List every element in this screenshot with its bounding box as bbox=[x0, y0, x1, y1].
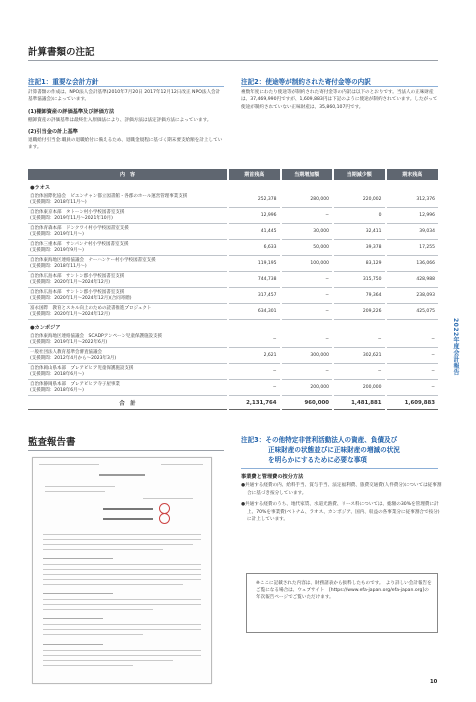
row-increase: − bbox=[281, 364, 334, 380]
total-increase: 960,000 bbox=[281, 396, 334, 410]
row-content bbox=[28, 288, 228, 304]
audit-report-title: 監査報告書 bbox=[28, 437, 76, 448]
note2-rule bbox=[241, 86, 438, 87]
table-row bbox=[28, 272, 438, 288]
note3-bullet2: ●共通する経費のうち、地代家賃、水道光熱費、リース料については、総額の30%を管理費に計上、70%を事業費(ベトナム、ラオス、カンボジア、国内、収益の各事業分に従事割合で按分)に計上しています。 bbox=[241, 502, 440, 523]
header-decrease: 当期減少額 bbox=[333, 169, 386, 180]
page-number: 10 bbox=[430, 679, 438, 685]
row-content bbox=[28, 348, 228, 364]
row-increase: 300,000 bbox=[281, 348, 334, 364]
row-period: (支援期間：2019年9月〜) bbox=[30, 247, 84, 253]
row-opening: 2,621 bbox=[228, 348, 281, 364]
note2-title: 注記2：使途等が制約された寄付金等の内訳 bbox=[241, 78, 371, 86]
row-name: 自治体東海地区連絡協議会 SCADPアンペーン児童保護施設支援 bbox=[30, 333, 162, 339]
row-decrease: − bbox=[333, 364, 386, 380]
table-row bbox=[28, 240, 438, 256]
row-name: 自治体広島本部 サントン郡小学校図書室支援 bbox=[30, 289, 125, 295]
total-decrease: 1,481,881 bbox=[333, 396, 386, 410]
row-content bbox=[28, 192, 228, 208]
reference-note-text: ※ここに記載された内容は、財務諸表から抜粋したものです。 より詳しい会計報告をご覧になる場合は、ウェブサイト [https://www.efa-japan.org/efa-japan.org]の年次報告ページでご覧いただけます。 bbox=[256, 581, 432, 601]
row-decrease: 315,750 bbox=[333, 272, 386, 288]
table-row bbox=[28, 348, 438, 364]
table-row bbox=[28, 256, 438, 272]
row-name: 自治体国際化協会 ビエンチャン都立図書館・各郡のホール運営管理事業支援 bbox=[30, 193, 188, 199]
row-increase: − bbox=[281, 208, 334, 224]
note1-sub2-text: 退職給付引当金:職員の退職給付に備えるため、退職金規程に基づく期末要支給額を計上しています。 bbox=[28, 138, 223, 151]
row-closing: 425,075 bbox=[386, 304, 439, 320]
reference-note-box bbox=[246, 573, 438, 633]
note3-sub: 事業費と管理費の按分方法 bbox=[241, 474, 304, 480]
table-row bbox=[28, 192, 438, 208]
row-decrease: − bbox=[333, 332, 386, 348]
row-content bbox=[28, 272, 228, 288]
row-closing: − bbox=[386, 380, 439, 396]
row-period: (支援期間：2020年1月〜2024年12月) bbox=[30, 279, 111, 285]
row-period: (支援期間：2020年1月〜2024年12月)(合同寄贈) bbox=[30, 295, 132, 301]
note1-sub2: (2)引当金の計上基準 bbox=[28, 129, 78, 135]
row-opening: 252,378 bbox=[228, 192, 281, 208]
table-row bbox=[28, 208, 438, 224]
row-increase: 200,000 bbox=[281, 380, 334, 396]
row-increase: 50,000 bbox=[281, 240, 334, 256]
row-decrease: 83,129 bbox=[333, 256, 386, 272]
row-decrease: 32,411 bbox=[333, 224, 386, 240]
row-name: 自治体青森本部 ドンクワイ村小学校図書室支援 bbox=[30, 225, 129, 231]
row-decrease: 39,378 bbox=[333, 240, 386, 256]
audit-title-divider bbox=[28, 450, 224, 451]
row-closing: 238,093 bbox=[386, 288, 439, 304]
table-row bbox=[28, 224, 438, 240]
row-period: (支援期間：2019年11月〜2021年10月) bbox=[30, 215, 113, 221]
row-closing: 12,996 bbox=[386, 208, 439, 224]
row-closing: − bbox=[386, 364, 439, 380]
row-period: (支援期間：2020年1月〜2024年12月) bbox=[30, 311, 111, 317]
side-year-label: 2022年度会計報告 bbox=[452, 318, 459, 376]
row-period: (支援期間：2018年6月〜) bbox=[30, 371, 84, 377]
row-increase: − bbox=[281, 332, 334, 348]
row-increase: 100,000 bbox=[281, 256, 334, 272]
group-name: ●カンボジア bbox=[30, 324, 61, 331]
row-opening: 744,738 bbox=[228, 272, 281, 288]
row-closing: 428,988 bbox=[386, 272, 439, 288]
table-row bbox=[28, 304, 438, 320]
row-opening: 6,633 bbox=[228, 240, 281, 256]
row-closing: 312,376 bbox=[386, 192, 439, 208]
note3-title-line2: 正味財産の状態並びに正味財産の増減の状況 bbox=[268, 446, 400, 454]
row-name: 自治体岡山県本部 プレアビヒア児童保護施設支援 bbox=[30, 365, 134, 371]
row-opening: 119,195 bbox=[228, 256, 281, 272]
row-closing: − bbox=[386, 348, 439, 364]
row-content bbox=[28, 332, 228, 348]
note3-title-line1: 注記3：その他特定非営利活動法人の資産、負債及び bbox=[241, 436, 398, 444]
page-title: 計算書類の注記 bbox=[28, 47, 95, 58]
row-decrease: 302,621 bbox=[333, 348, 386, 364]
row-period: (支援期間：2018年11月〜) bbox=[30, 263, 87, 269]
row-content bbox=[28, 240, 228, 256]
row-period: (支援期間：2018年6月〜) bbox=[30, 387, 84, 393]
row-decrease: 0 bbox=[333, 208, 386, 224]
table-header-row bbox=[28, 169, 438, 180]
audit-report-image bbox=[32, 457, 212, 684]
note1-sub1: (1)棚卸資産の評価基準及び評価方法 bbox=[28, 109, 115, 115]
header-opening-balance: 期首残高 bbox=[228, 169, 281, 180]
note3-bullet1: ●共通する経費の内、給料手当、賞与手当、法定福利費、旅費交通費(人件費分)については従事割合に基づき按分しています。 bbox=[241, 483, 442, 496]
row-decrease: 209,226 bbox=[333, 304, 386, 320]
restricted-donations-table bbox=[28, 169, 438, 410]
total-closing: 1,609,883 bbox=[386, 396, 439, 410]
table-row bbox=[28, 380, 438, 396]
table-total-row bbox=[28, 396, 438, 410]
row-name: 一般社団法人教育基準会審査協議会 bbox=[30, 349, 102, 355]
note1-intro: 計算書類の作成は、NPO法人会計基準(2010年7月20日 2017年12月12日改正 NPO法人会計基準協議会)によっています。 bbox=[28, 90, 221, 103]
note1-rule bbox=[28, 86, 224, 87]
table-row bbox=[28, 332, 438, 348]
row-content bbox=[28, 364, 228, 380]
row-content bbox=[28, 224, 228, 240]
header-closing-balance: 期末残高 bbox=[386, 169, 439, 180]
row-name: 自治体広島本部 サントン郡小学校図書室支援 bbox=[30, 273, 125, 279]
row-content bbox=[28, 208, 228, 224]
note1-title: 注記1：重要な会計方針 bbox=[28, 78, 99, 86]
row-closing: 17,255 bbox=[386, 240, 439, 256]
row-closing: − bbox=[386, 332, 439, 348]
row-closing: 136,066 bbox=[386, 256, 439, 272]
table-row bbox=[28, 364, 438, 380]
row-decrease: 220,002 bbox=[333, 192, 386, 208]
row-content bbox=[28, 256, 228, 272]
row-decrease: 79,364 bbox=[333, 288, 386, 304]
row-increase: − bbox=[281, 304, 334, 320]
row-closing: 39,034 bbox=[386, 224, 439, 240]
row-content bbox=[28, 380, 228, 396]
note3-rule bbox=[241, 468, 438, 469]
table-row bbox=[28, 288, 438, 304]
row-period: (支援期間：2018年11月〜) bbox=[30, 199, 87, 205]
row-period: (支援期間：2019年1月〜2022年6月) bbox=[30, 339, 108, 345]
row-name: 自治体静岡県本部 プレアビヒア寺子屋事業 bbox=[30, 381, 120, 387]
row-period: (支援期間：2012年4月から〜2023年3月) bbox=[30, 355, 117, 361]
total-opening: 2,131,764 bbox=[228, 396, 281, 410]
row-name: 自治体東海地区連絡協議会 ナーハンケー村小学校図書室支援 bbox=[30, 257, 156, 263]
row-increase: 30,000 bbox=[281, 224, 334, 240]
row-increase: − bbox=[281, 288, 334, 304]
row-name: 自治体東京本部 タトーン村小学校図書室支援 bbox=[30, 209, 125, 215]
row-period: (支援期間：2019年1月〜) bbox=[30, 231, 84, 237]
row-opening: − bbox=[228, 380, 281, 396]
header-content: 内 容 bbox=[28, 169, 228, 180]
table-group-row bbox=[28, 320, 438, 333]
note1-sub1-text: 棚卸資産の評価基準は最終仕入原価法により、評価方法は法定評価方法によっています。 bbox=[28, 118, 212, 123]
row-decrease: 200,000 bbox=[333, 380, 386, 396]
row-content bbox=[28, 304, 228, 320]
total-label: 合 計 bbox=[28, 396, 228, 410]
row-opening: 317,457 bbox=[228, 288, 281, 304]
table-group-row bbox=[28, 180, 438, 192]
row-name: 自治体三重本部 サンパンナ村小学校図書室支援 bbox=[30, 241, 129, 247]
row-increase: − bbox=[281, 272, 334, 288]
note2-text: 複数年度にわたり使途等が制約された寄付金等の内訳は以下のとおりです。当法人の正味財産は、37,469,990円ですが、1,609,883円は下記のように使途が制約されています。したがって使途が制約されていない正味財産は、35,860,107円です。 bbox=[241, 90, 438, 110]
title-divider bbox=[28, 60, 438, 61]
row-opening: 12,996 bbox=[228, 208, 281, 224]
row-opening: 634,301 bbox=[228, 304, 281, 320]
note3-title bbox=[241, 435, 441, 465]
header-increase: 当期増加額 bbox=[281, 169, 334, 180]
group-name: ●ラオス bbox=[30, 184, 51, 191]
row-opening: − bbox=[228, 332, 281, 348]
note3-title-line3: を明らかにするために必要な事項 bbox=[268, 456, 367, 464]
row-increase: 280,000 bbox=[281, 192, 334, 208]
row-opening: 41,445 bbox=[228, 224, 281, 240]
row-opening: − bbox=[228, 364, 281, 380]
row-name: 富永国際 教育とスキル向上のための読書推進プロジェクト bbox=[30, 305, 152, 311]
